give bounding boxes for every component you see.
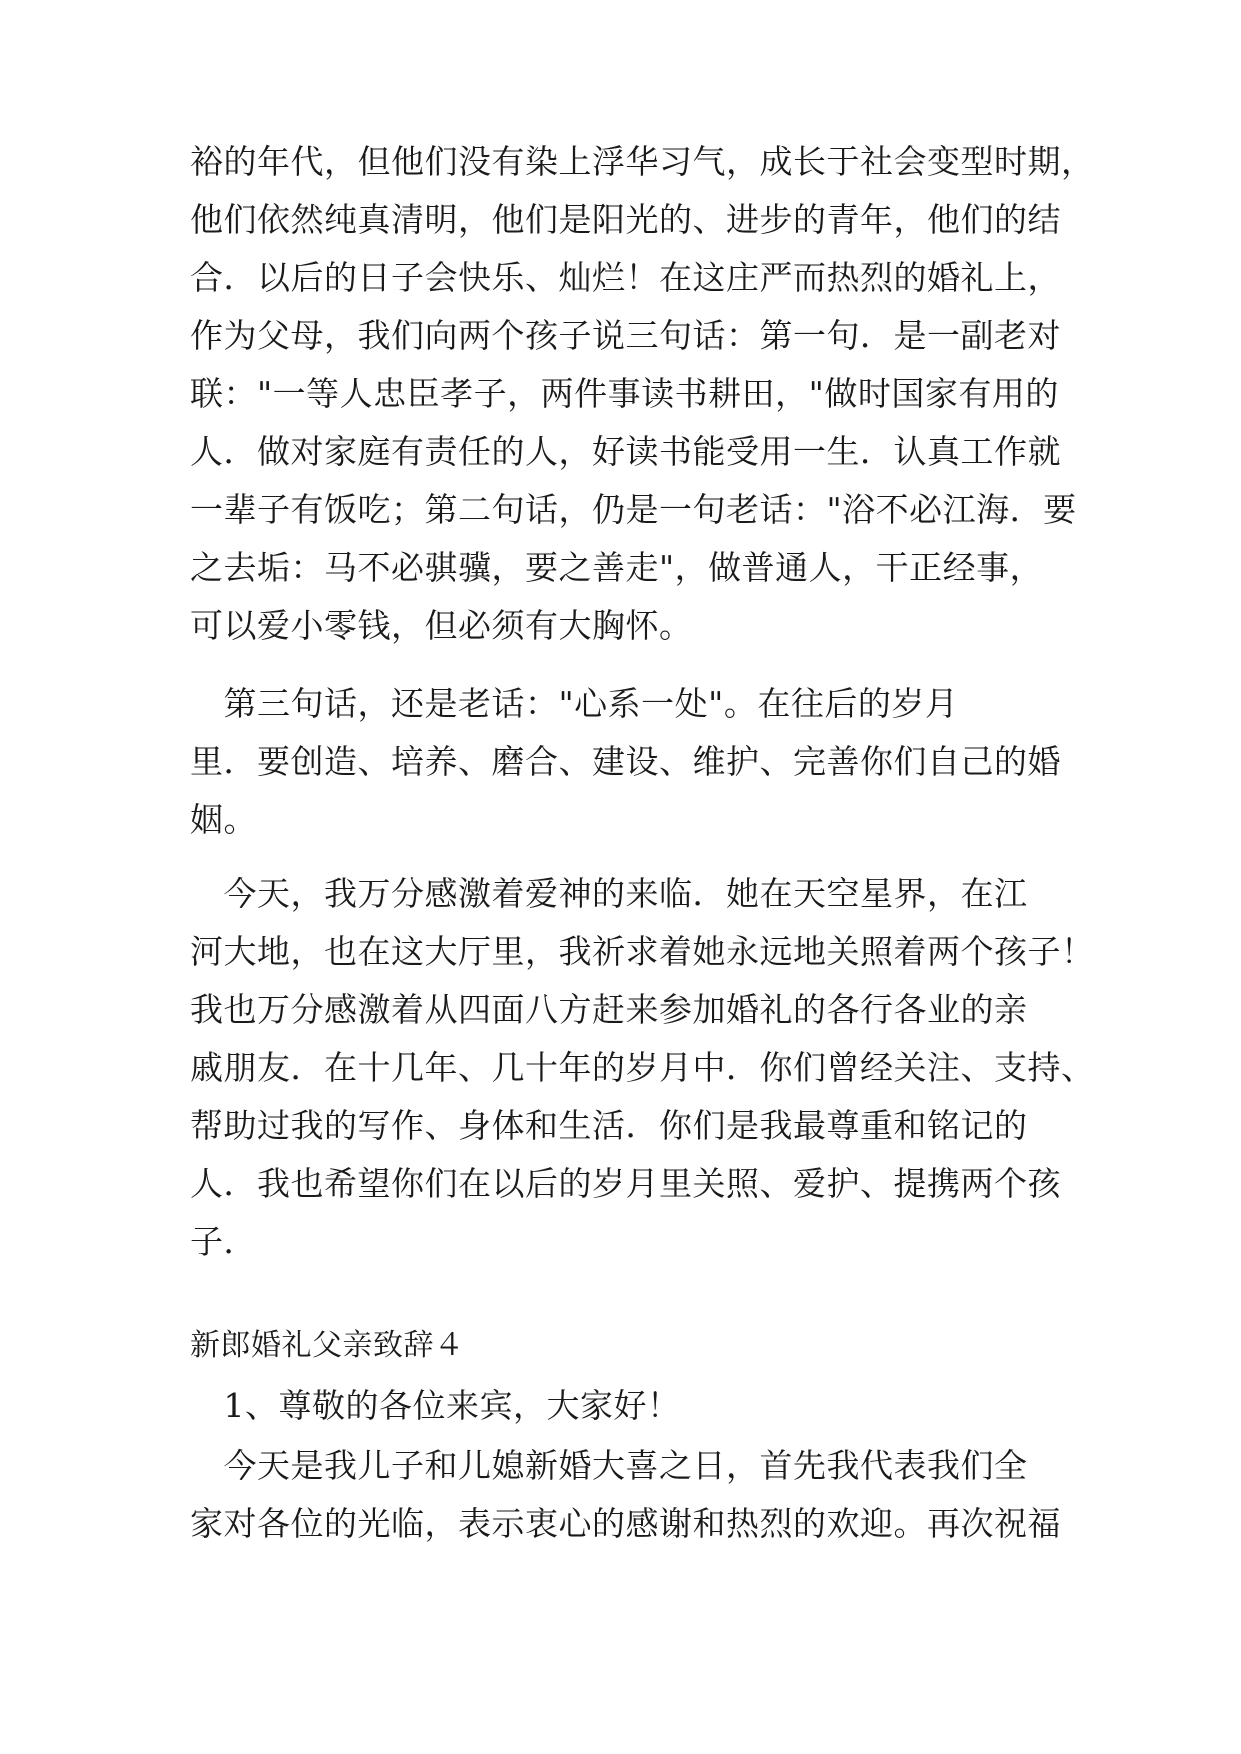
text-line: 今天是我儿子和儿媳新婚大喜之日，首先我代表我们全 xyxy=(190,1446,1028,1485)
text-line: 第三句话，还是老话："心系一处"。在往后的岁月 xyxy=(190,684,959,723)
text-line: 家对各位的光临，表示衷心的感谢和热烈的欢迎。再次祝福 xyxy=(190,1504,1061,1543)
text-line: 人．我也希望你们在以后的岁月里关照、爱护、提携两个孩 xyxy=(190,1164,1061,1203)
text-line: 1、尊敬的各位来宾，大家好！ xyxy=(190,1386,681,1425)
text-line: 作为父母，我们向两个孩子说三句话：第一句．是一副老对 xyxy=(190,316,1061,355)
text-line: 裕的年代，但他们没有染上浮华习气，成长于社会变型时期， xyxy=(190,142,1095,181)
text-line: 他们依然纯真清明，他们是阳光的、进步的青年，他们的结 xyxy=(190,200,1061,239)
text-line: 联："一等人忠臣孝子，两件事读书耕田，"做时国家有用的 xyxy=(190,374,1059,413)
text-line: 河大地，也在这大厅里，我祈求着她永远地关照着两个孩子！ xyxy=(190,932,1095,971)
text-line: 之去垢：马不必骐骥，要之善走"，做普通人，干正经事， xyxy=(190,548,1044,587)
text-line: 今天，我万分感激着爱神的来临．她在天空星界，在江 xyxy=(190,874,1028,913)
text-line: 姻。 xyxy=(190,800,257,839)
text-line: 人．做对家庭有责任的人，好读书能受用一生．认真工作就 xyxy=(190,432,1061,471)
text-line: 我也万分感激着从四面八方赶来参加婚礼的各行各业的亲 xyxy=(190,990,1028,1029)
text-line: 一辈子有饭吃；第二句话，仍是一句老话："浴不必江海．要 xyxy=(190,490,1077,529)
text-line: 里．要创造、培养、磨合、建设、维护、完善你们自己的婚 xyxy=(190,742,1061,781)
text-line: 子． xyxy=(190,1222,257,1261)
text-line: 戚朋友．在十几年、几十年的岁月中．你们曾经关注、支持、 xyxy=(190,1048,1095,1087)
text-line: 可以爱小零钱，但必须有大胸怀。 xyxy=(190,606,693,645)
section-heading: 新郎婚礼父亲致辞４ xyxy=(190,1328,465,1363)
text-line: 合．以后的日子会快乐、灿烂！在这庄严而热烈的婚礼上， xyxy=(190,258,1061,297)
text-line: 帮助过我的写作、身体和生活．你们是我最尊重和铭记的 xyxy=(190,1106,1028,1145)
